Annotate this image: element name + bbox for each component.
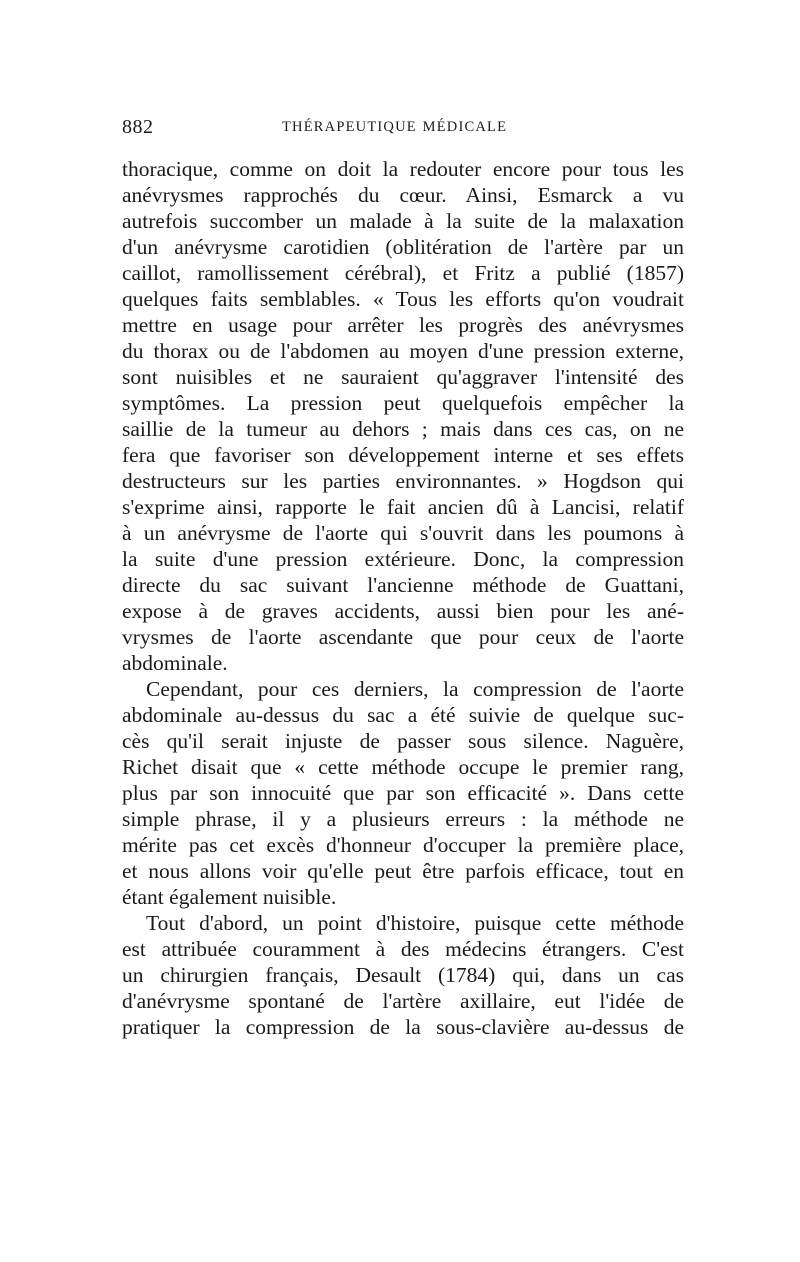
- text-line: d'un anévrysme carotidien (oblitération de l'artère par un: [122, 235, 684, 259]
- text-line: un chirurgien français, Desault (1784) qui, dans un cas: [122, 963, 684, 987]
- text-line: vrysmes de l'aorte ascendante que pour ceux de l'aorte: [122, 625, 684, 649]
- text-line: à un anévrysme de l'aorte qui s'ouvrit dans les poumons à: [122, 521, 684, 545]
- page-number: 882: [122, 116, 154, 138]
- text-line: symptômes. La pression peut quelquefois empêcher la: [122, 391, 684, 415]
- text-line: caillot, ramollissement cérébral), et Fritz a publié (1857): [122, 261, 684, 285]
- text-line: étant également nuisible.: [122, 885, 337, 909]
- text-line: anévrysmes rapprochés du cœur. Ainsi, Esmarck a vu: [122, 183, 684, 207]
- running-title: THÉRAPEUTIQUE MÉDICALE: [282, 119, 508, 135]
- text-line: autrefois succomber un malade à la suite de la malaxation: [122, 209, 684, 233]
- text-line: sont nuisibles et ne sauraient qu'aggraver l'intensité des: [122, 365, 684, 389]
- text-line: la suite d'une pression extérieure. Donc, la compression: [122, 547, 684, 571]
- text-line: abdominale au-dessus du sac a été suivie de quelque suc-: [122, 703, 684, 727]
- text-line: saillie de la tumeur au dehors ; mais dans ces cas, on ne: [122, 417, 684, 441]
- text-line: pratiquer la compression de la sous-clavière au-dessus de: [122, 1015, 684, 1039]
- text-line: expose à de graves accidents, aussi bien pour les ané-: [122, 599, 684, 623]
- text-line: Tout d'abord, un point d'histoire, puisque cette méthode: [146, 911, 684, 935]
- text-line: d'anévrysme spontané de l'artère axillaire, eut l'idée de: [122, 989, 684, 1013]
- text-line: mettre en usage pour arrêter les progrès des anévrysmes: [122, 313, 684, 337]
- running-head: [122, 116, 684, 140]
- text-line: est attribuée couramment à des médecins étrangers. C'est: [122, 937, 684, 961]
- text-line: mérite pas cet excès d'honneur d'occuper la première place,: [122, 833, 684, 857]
- text-line: directe du sac suivant l'ancienne méthode de Guattani,: [122, 573, 684, 597]
- paragraph: [122, 676, 684, 910]
- text-line: plus par son innocuité que par son efficacité ». Dans cette: [122, 781, 684, 805]
- text-line: abdominale.: [122, 651, 228, 675]
- text-line: fera que favoriser son développement interne et ses effets: [122, 443, 684, 467]
- text-line: quelques faits semblables. « Tous les efforts qu'on voudrait: [122, 287, 684, 311]
- text-line: et nous allons voir qu'elle peut être parfois efficace, tout en: [122, 859, 684, 883]
- text-line: s'exprime ainsi, rapporte le fait ancien dû à Lancisi, relatif: [122, 495, 684, 519]
- text-line: du thorax ou de l'abdomen au moyen d'une pression externe,: [122, 339, 684, 363]
- text-line: cès qu'il serait injuste de passer sous silence. Naguère,: [122, 729, 684, 753]
- text-line: thoracique, comme on doit la redouter encore pour tous les: [122, 157, 684, 181]
- body-text: [122, 156, 684, 1040]
- text-line: Richet disait que « cette méthode occupe le premier rang,: [122, 755, 684, 779]
- text-line: Cependant, pour ces derniers, la compression de l'aorte: [146, 677, 684, 701]
- text-line: simple phrase, il y a plusieurs erreurs : la méthode ne: [122, 807, 684, 831]
- paragraph: [122, 156, 684, 676]
- paragraph: [122, 910, 684, 1040]
- text-line: destructeurs sur les parties environnantes. » Hogdson qui: [122, 469, 684, 493]
